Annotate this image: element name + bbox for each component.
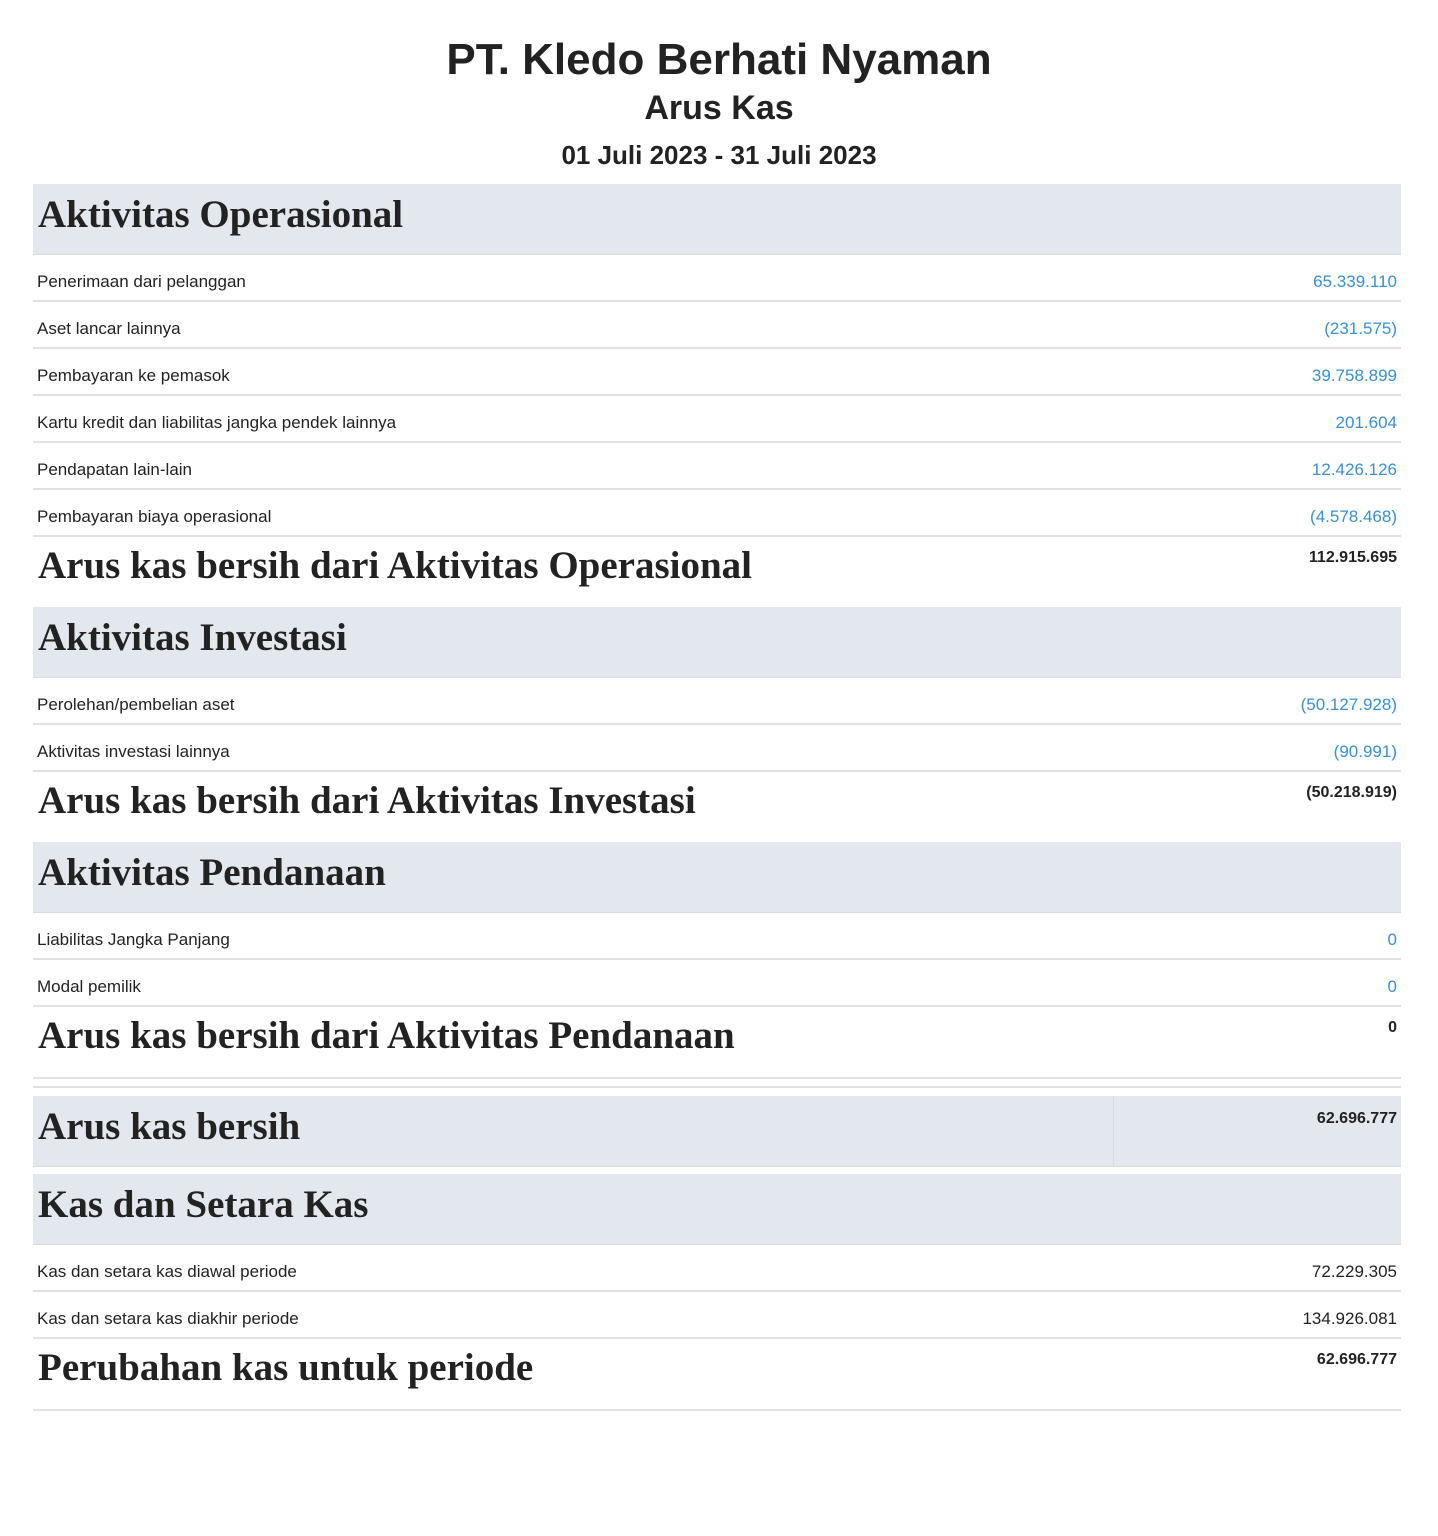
- row-value-link[interactable]: (90.991): [1333, 742, 1397, 761]
- report-title: Arus Kas: [644, 89, 794, 127]
- subtotal-row: [33, 1007, 1401, 1079]
- table-row: [33, 490, 1401, 537]
- row-value: 72.229.305: [1311, 1262, 1397, 1281]
- report-period: 01 Juli 2023 - 31 Juli 2023: [561, 140, 877, 170]
- subtotal-label: Arus kas bersih dari Aktivitas Investasi: [38, 779, 696, 822]
- row-value-link[interactable]: (231.575): [1324, 319, 1397, 338]
- net-cashflow-row: [33, 1096, 1401, 1167]
- row-value: 134.926.081: [1302, 1309, 1397, 1328]
- row-value-link[interactable]: (50.127.928): [1300, 695, 1397, 714]
- section-operasional: [33, 184, 1401, 255]
- table-row: [33, 1245, 1401, 1292]
- row-label: Aset lancar lainnya: [37, 319, 181, 338]
- row-value-link[interactable]: 0: [1387, 977, 1397, 996]
- net-cashflow-value: 62.696.777: [1316, 1110, 1397, 1127]
- section-title: Aktivitas Pendanaan: [38, 851, 386, 894]
- table-row: [33, 725, 1401, 772]
- subtotal-label: Arus kas bersih dari Aktivitas Pendanaan: [38, 1014, 735, 1057]
- table-row: [33, 349, 1401, 396]
- row-label: Pembayaran ke pemasok: [37, 366, 230, 385]
- table-row: [33, 960, 1401, 1007]
- subtotal-label: Perubahan kas untuk periode: [38, 1346, 534, 1389]
- row-label: Aktivitas investasi lainnya: [37, 742, 230, 761]
- row-value-link[interactable]: (4.578.468): [1310, 507, 1397, 526]
- table-row: [33, 255, 1401, 302]
- cashflow-table: [33, 184, 1401, 1411]
- row-label: Modal pemilik: [37, 977, 141, 996]
- subtotal-value: (50.218.919): [1306, 784, 1397, 801]
- subtotal-row: [33, 772, 1401, 842]
- row-label: Pembayaran biaya operasional: [37, 507, 272, 526]
- row-value-link[interactable]: 39.758.899: [1311, 366, 1397, 385]
- table-row: [33, 443, 1401, 490]
- subtotal-value: 112.915.695: [1308, 549, 1397, 566]
- row-value-link[interactable]: 201.604: [1335, 413, 1397, 432]
- row-value-link[interactable]: 0: [1387, 930, 1397, 949]
- section-title: Aktivitas Operasional: [38, 193, 404, 236]
- row-label: Penerimaan dari pelanggan: [37, 272, 246, 291]
- row-value-link[interactable]: 65.339.110: [1313, 272, 1397, 291]
- row-label: Pendapatan lain-lain: [37, 460, 193, 479]
- report-header: [0, 0, 1438, 170]
- table-row: [33, 302, 1401, 349]
- table-row: [33, 396, 1401, 443]
- divider: [33, 1079, 1401, 1088]
- section-pendanaan: [33, 842, 1401, 913]
- subtotal-value: 0: [1388, 1019, 1397, 1036]
- row-label: Kas dan setara kas diakhir periode: [37, 1309, 299, 1328]
- table-row: [33, 678, 1401, 725]
- table-row: [33, 913, 1401, 960]
- subtotal-row: [33, 537, 1401, 607]
- subtotal-row: [33, 1339, 1401, 1411]
- row-label: Kartu kredit dan liabilitas jangka pendek lainnya: [37, 413, 397, 432]
- row-value-link[interactable]: 12.426.126: [1311, 460, 1397, 479]
- subtotal-label: Arus kas bersih dari Aktivitas Operasional: [38, 544, 753, 587]
- subtotal-value: 62.696.777: [1316, 1351, 1397, 1368]
- section-kas: [33, 1174, 1401, 1245]
- row-label: Perolehan/pembelian aset: [37, 695, 235, 714]
- row-label: Liabilitas Jangka Panjang: [37, 930, 230, 949]
- section-title: Aktivitas Investasi: [38, 616, 347, 659]
- company-name: PT. Kledo Berhati Nyaman: [446, 35, 992, 84]
- table-row: [33, 1292, 1401, 1339]
- section-title: Kas dan Setara Kas: [38, 1183, 369, 1226]
- section-investasi: [33, 607, 1401, 678]
- column-divider: [1113, 1096, 1114, 1166]
- row-label: Kas dan setara kas diawal periode: [37, 1262, 297, 1281]
- net-cashflow-label: Arus kas bersih: [38, 1105, 301, 1148]
